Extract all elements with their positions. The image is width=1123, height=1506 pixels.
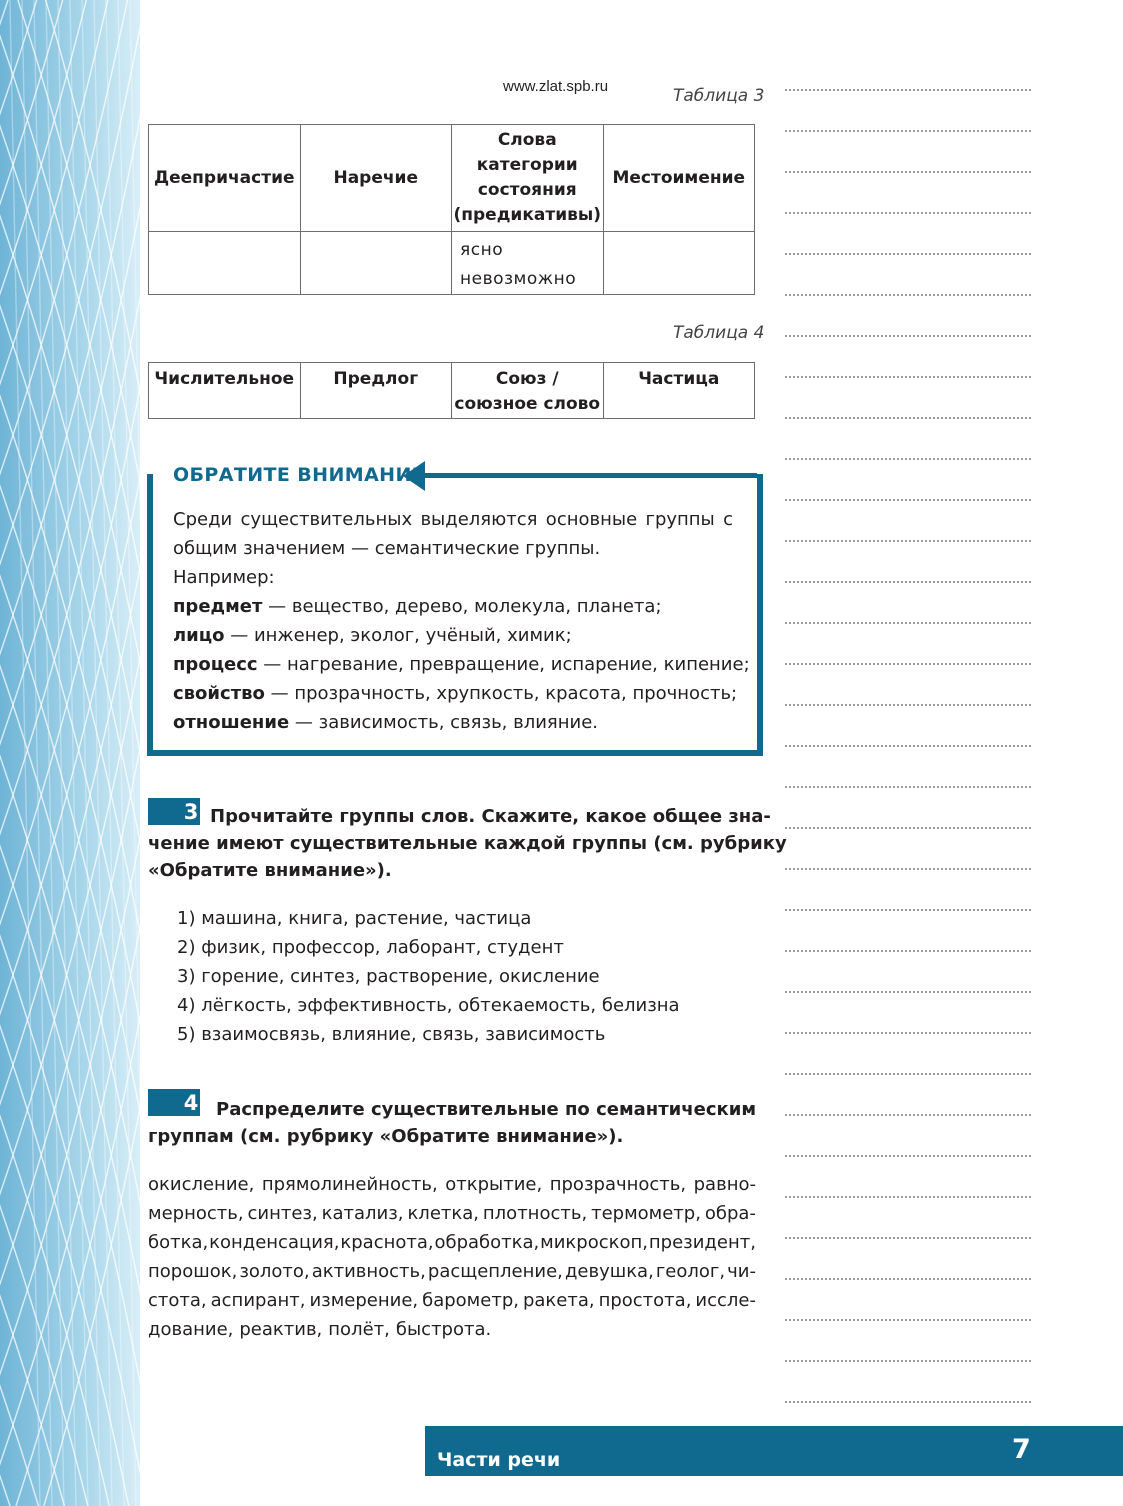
writing-line	[785, 704, 1031, 706]
writing-line	[785, 212, 1031, 214]
writing-line	[785, 1073, 1031, 1075]
writing-line	[785, 1032, 1031, 1034]
writing-line	[785, 745, 1031, 747]
list-item: 1) машина, книга, растение, частица	[177, 908, 532, 929]
writing-line	[785, 1155, 1031, 1157]
word-list-line: ботка, конденсация, краснота, обработка, микроскоп, президент,	[148, 1232, 756, 1253]
table3-header-adverb: Наречие	[300, 125, 452, 232]
writing-line	[785, 581, 1031, 583]
writing-line	[785, 827, 1031, 829]
exercise4-number: 4	[183, 1091, 199, 1115]
writing-line	[785, 868, 1031, 870]
word-list-line: окисление, прямолинейность, открытие, прозрачность, равно-	[148, 1174, 756, 1195]
writing-line	[785, 130, 1031, 132]
exercise3-instruction: Прочитайте группы слов. Скажите, какое общее зна- чение имеют существительные каждой группы (см. рубрику «Обратите внимание»).	[148, 806, 787, 881]
exercise4-word-list	[148, 1170, 756, 1344]
word-list-line: дование, реактив, полёт, быстрота.	[148, 1319, 492, 1340]
footer-section-title: Части речи	[437, 1449, 561, 1471]
page-number: 7	[1012, 1434, 1031, 1465]
notice-group-process: процесс — нагревание, превращение, испарение, кипение;	[173, 654, 750, 675]
table3-header-gerund: Деепричастие	[149, 125, 301, 232]
decorative-grid-pattern	[0, 0, 140, 1506]
table3-cell-predicative: ясно невозможно	[452, 232, 604, 295]
table4-header-numeral: Числительное	[149, 363, 301, 419]
table3-header-predicative: Слова категории состояния (предикативы)	[452, 125, 604, 232]
writing-line	[785, 540, 1031, 542]
writing-line	[785, 909, 1031, 911]
word-list-line: мерность, синтез, катализ, клетка, плотность, термометр, обра-	[148, 1203, 756, 1224]
exercise3-list	[177, 904, 680, 1049]
exercise4-instruction: Распределите существительные по семантическим группам (см. рубрику «Обратите внимание»).	[148, 1099, 757, 1147]
table3-cell-adverb	[300, 232, 452, 295]
writing-line	[785, 663, 1031, 665]
writing-line	[785, 376, 1031, 378]
exercise3-number: 3	[183, 800, 199, 824]
table3-cell-gerund	[149, 232, 301, 295]
writing-line	[785, 622, 1031, 624]
writing-line	[785, 1237, 1031, 1239]
decorative-side-band	[0, 0, 140, 1506]
writing-line	[785, 89, 1031, 91]
writing-line	[785, 1114, 1031, 1116]
notice-title: ОБРАТИТЕ ВНИМАНИЕ	[173, 464, 426, 486]
writing-line	[785, 991, 1031, 993]
table3-cell-pronoun	[603, 232, 755, 295]
writing-line	[785, 1360, 1031, 1362]
table4-caption: Таблица 4	[673, 323, 765, 343]
writing-line	[785, 950, 1031, 952]
writing-line	[785, 786, 1031, 788]
word-list-line: стота, аспирант, измерение, барометр, ракета, простота, иссле-	[148, 1290, 756, 1311]
table4-header-particle: Частица	[603, 363, 755, 419]
table3-caption: Таблица 3	[673, 86, 765, 106]
writing-line	[785, 1401, 1031, 1403]
list-item: 4) лёгкость, эффективность, обтекаемость, белизна	[177, 995, 680, 1016]
word-list-line: порошок, золото, активность, расщепление, девушка, геолог, чи-	[148, 1261, 756, 1282]
list-item: 2) физик, профессор, лаборант, студент	[177, 937, 564, 958]
writing-line	[785, 458, 1031, 460]
table4	[148, 362, 755, 419]
writing-line	[785, 1196, 1031, 1198]
writing-line	[785, 1278, 1031, 1280]
writing-line	[785, 294, 1031, 296]
writing-line	[785, 499, 1031, 501]
notice-intro-line: общим значением — семантические группы.	[173, 538, 601, 559]
writing-line	[785, 1319, 1031, 1321]
table3	[148, 124, 755, 295]
notice-group-relation: отношение — зависимость, связь, влияние.	[173, 712, 599, 733]
notice-box-top-line	[419, 473, 757, 478]
writing-line	[785, 335, 1031, 337]
writing-line	[785, 253, 1031, 255]
notice-intro-line: Среди существительных выделяются основные группы с	[173, 509, 733, 530]
table4-header-preposition: Предлог	[300, 363, 452, 419]
notice-example-label: Например:	[173, 567, 275, 588]
writing-line	[785, 417, 1031, 419]
notice-group-property: свойство — прозрачность, хрупкость, красота, прочность;	[173, 683, 738, 704]
notice-group-object: предмет — вещество, дерево, молекула, планета;	[173, 596, 662, 617]
site-url: www.zlat.spb.ru	[503, 78, 609, 95]
notice-group-person: лицо — инженер, эколог, учёный, химик;	[173, 625, 572, 646]
table4-header-conjunction: Союз / союзное слово	[452, 363, 604, 419]
table3-header-pronoun: Местоимение	[603, 125, 755, 232]
list-item: 5) взаимосвязь, влияние, связь, зависимость	[177, 1024, 606, 1045]
notice-body	[173, 505, 750, 737]
list-item: 3) горение, синтез, растворение, окисление	[177, 966, 600, 987]
writing-line	[785, 171, 1031, 173]
